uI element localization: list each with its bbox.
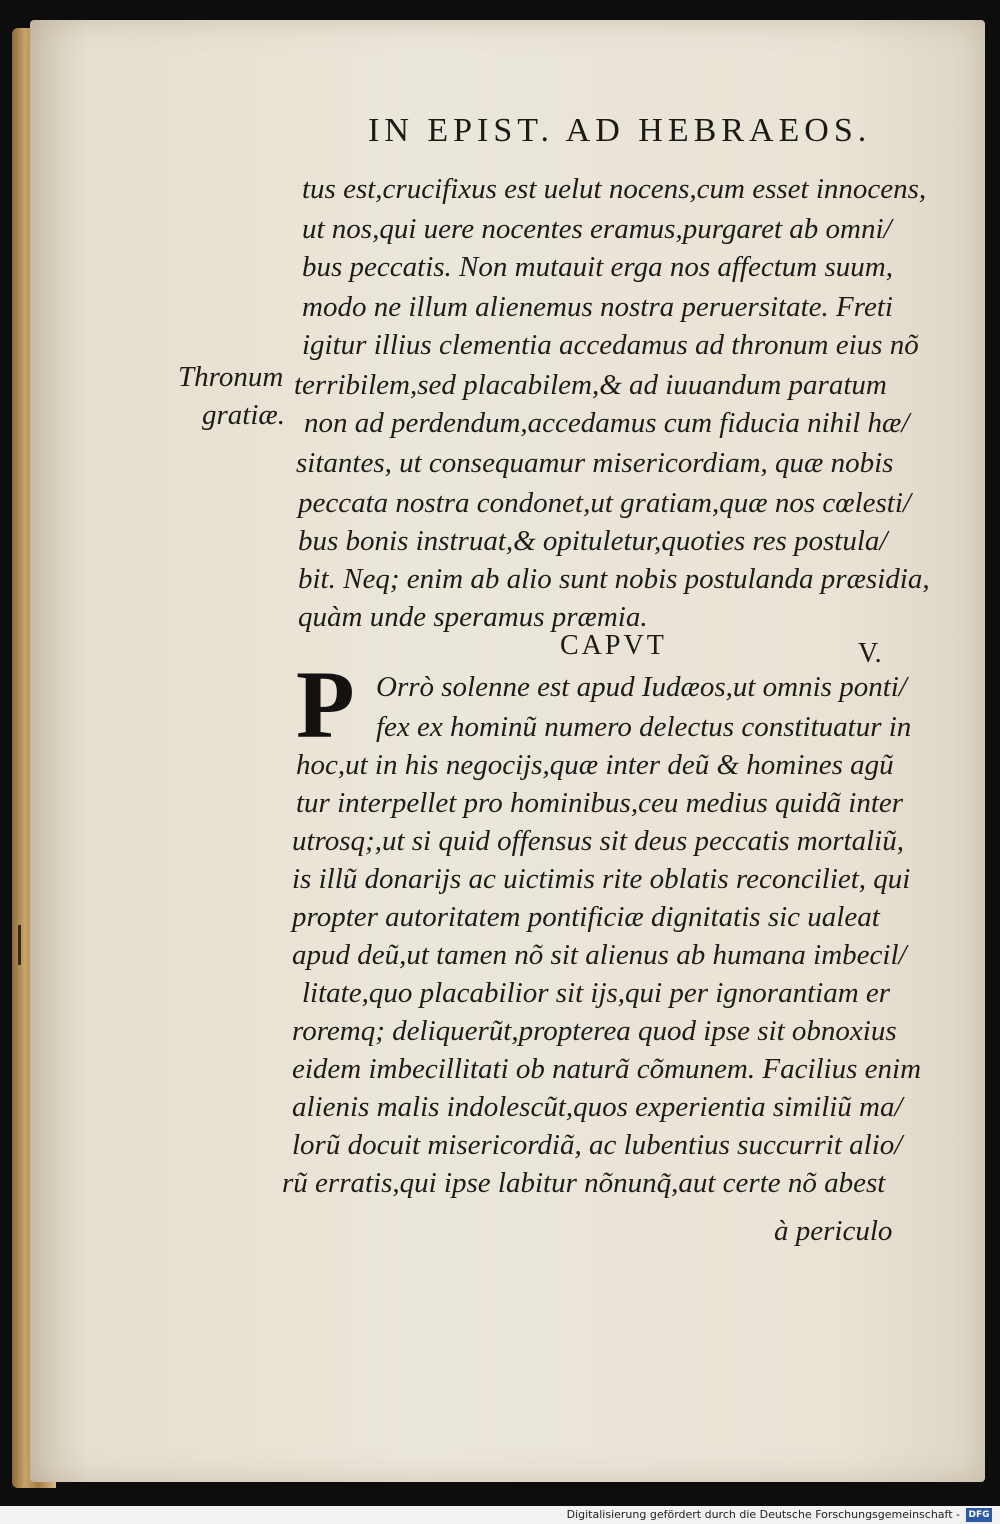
text-line: tus est,crucifixus est uelut nocens,cum esset innocens, <box>302 173 927 205</box>
text-line: rũ erratis,qui ipse labitur nõnunq̃,aut certe nõ abest <box>282 1167 886 1199</box>
text-line: sitantes, ut consequamur misericordiam, quæ nobis <box>296 447 894 479</box>
text-line: ut nos,qui uere nocentes eramus,purgaret ab omni/ <box>302 213 892 245</box>
chapter-title: CAPVT <box>560 630 667 661</box>
text-line: propter autoritatem pontificiæ dignitatis sic ualeat <box>292 901 880 933</box>
text-line: alienis malis indolescũt,quos experientia similiũ ma/ <box>292 1091 903 1123</box>
running-head: IN EPIST. AD HEBRAEOS. <box>368 112 872 149</box>
digitization-footer <box>0 1506 1000 1524</box>
text-line: is illũ donarijs ac uictimis rite oblatis reconciliet, qui <box>292 863 911 895</box>
text-line: hoc,ut in his negocijs,quæ inter deũ & homines agũ <box>296 749 894 781</box>
text-line: fex ex hominũ numero delectus constituatur in <box>376 711 912 743</box>
text-line: litate,quo placabilior sit ijs,qui per ignorantiam er <box>302 977 891 1009</box>
text-line: bus peccatis. Non mutauit erga nos affectum suum, <box>302 251 893 283</box>
text-line: tur interpellet pro hominibus,ceu medius quidã inter <box>296 787 904 819</box>
edge-mark <box>18 925 21 965</box>
catchword: à periculo <box>774 1215 893 1247</box>
text-line: modo ne illum alienemus nostra peruersitate. Freti <box>302 291 893 323</box>
text-line: quàm unde speramus præmia. <box>298 601 648 633</box>
text-line: peccata nostra condonet,ut gratiam,quæ nos cœlesti/ <box>298 487 911 519</box>
text-line: terribilem,sed placabilem,& ad iuuandum paratum <box>294 369 887 401</box>
text-line: Orrò solenne est apud Iudæos,ut omnis ponti/ <box>376 671 907 703</box>
text-line: eidem imbecillitati ob naturã cõmunem. Facilius enim <box>292 1053 922 1085</box>
drop-cap: P <box>296 651 355 758</box>
text-line: igitur illius clementia accedamus ad thronum eius nõ <box>302 329 919 361</box>
text-line: lorũ docuit misericordiã, ac lubentius succurrit alio/ <box>292 1129 903 1161</box>
footer-credit: Digitalisierung gefördert durch die Deutsche Forschungsgemeinschaft - <box>566 1508 960 1521</box>
margin-note-thronum: Thronum <box>178 361 284 393</box>
margin-note-gratiae: gratiæ. <box>202 399 285 431</box>
text-line: utrosq;,ut si quid offensus sit deus peccatis mortaliũ, <box>292 825 904 857</box>
dfg-logo: DFG <box>966 1508 992 1522</box>
text-line: bus bonis instruat,& opituletur,quoties res postula/ <box>298 525 888 557</box>
text-line: non ad perdendum,accedamus cum fiducia nihil hæ/ <box>304 407 910 439</box>
text-line: apud deũ,ut tamen nõ sit alienus ab humana imbecil/ <box>292 939 907 971</box>
chapter-number: V. <box>858 638 882 669</box>
text-line: bit. Neq; enim ab alio sunt nobis postulanda præsidia, <box>298 563 930 595</box>
text-line: roremq; deliquerũt,propterea quod ipse sit obnoxius <box>292 1015 897 1047</box>
